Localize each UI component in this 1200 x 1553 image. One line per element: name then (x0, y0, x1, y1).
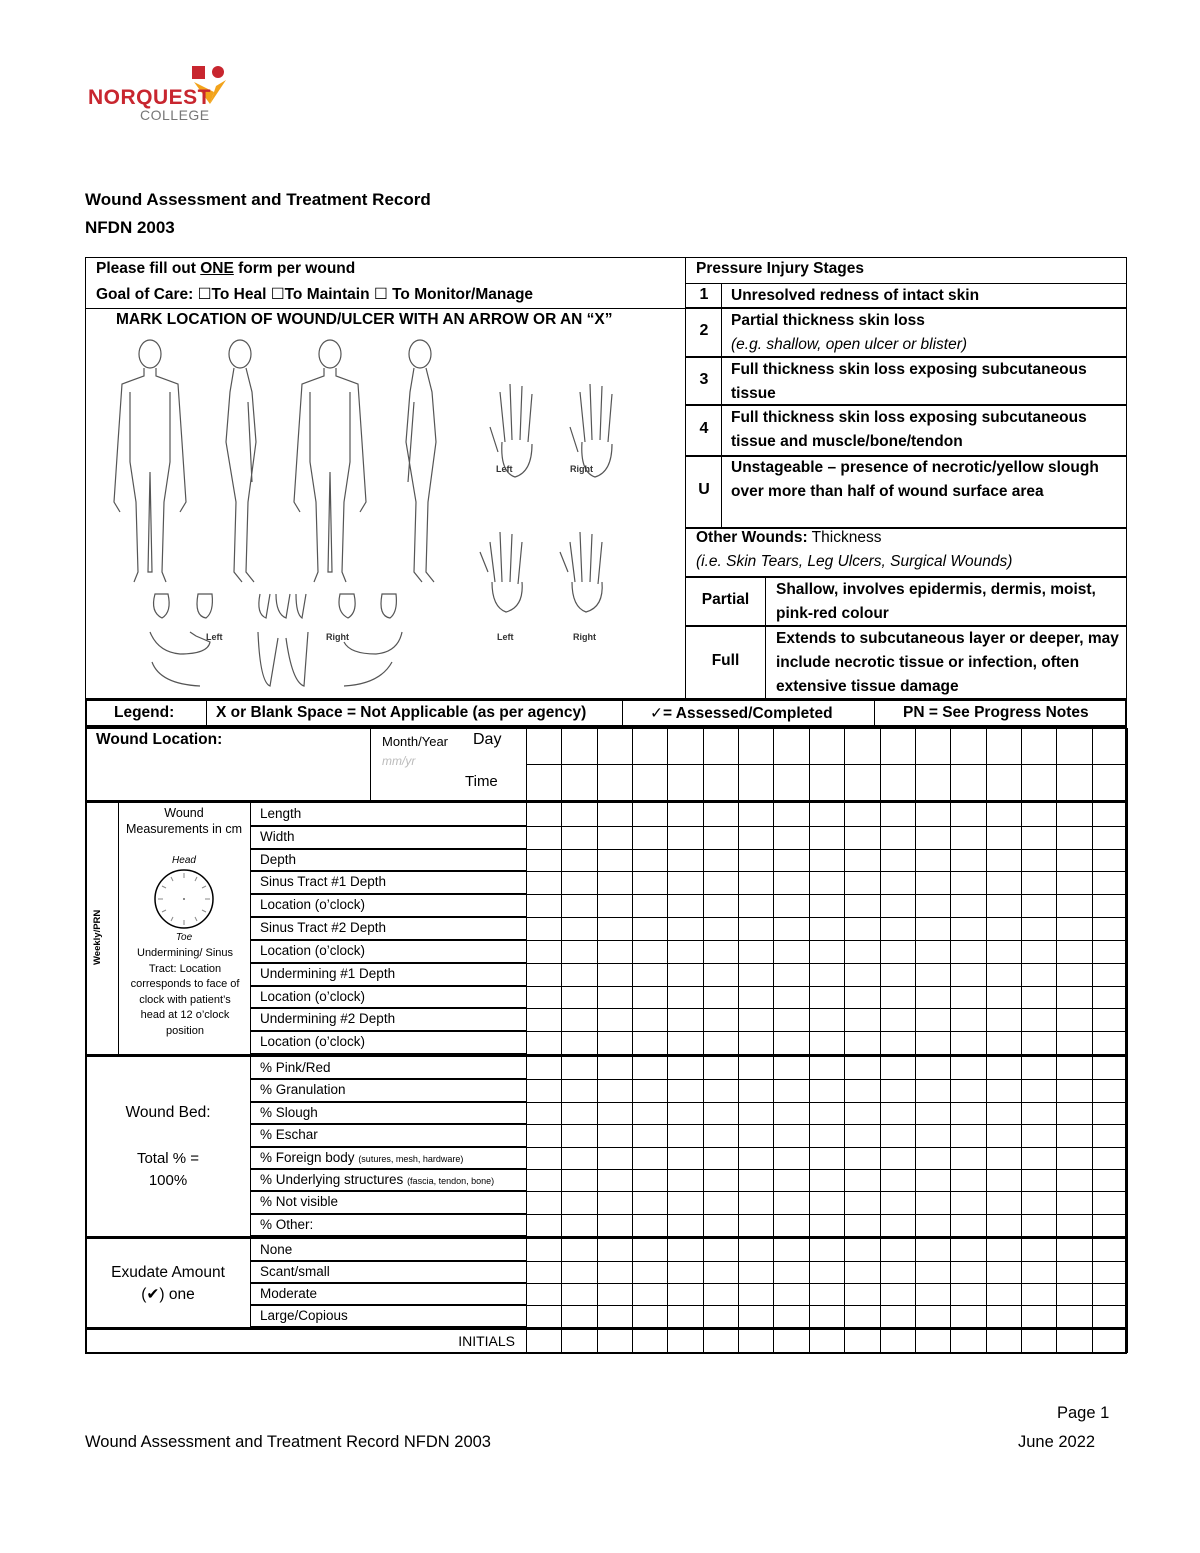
footer-title: Wound Assessment and Treatment Record NFDN 2003 (85, 1433, 491, 1451)
exudate-sub: (✔) one (141, 1286, 195, 1303)
wound-bed-row-label: % Pink/Red (250, 1057, 526, 1079)
entry-column[interactable] (810, 729, 844, 1352)
stage-2-text: Partial thickness skin loss (731, 312, 925, 329)
other-wounds-title: Other Wounds: Thickness (696, 529, 882, 546)
time-label: Time (465, 773, 498, 790)
partial-text: Shallow, involves epidermis, dermis, moist, pink-red colour (776, 581, 1096, 622)
entry-column[interactable] (668, 729, 702, 1352)
wound-bed-total: Total % = 100% (136, 1150, 200, 1189)
measurement-row-label: Location (o’clock) (250, 986, 526, 1009)
wound-location-label: Wound Location: (96, 731, 223, 748)
clock-note: Undermining/ Sinus Tract: Location corresponds to face of clock with patient’s head at 12 o’clock position (130, 947, 240, 1037)
body-side-right-icon (226, 340, 256, 582)
page-number: Page 1 (1057, 1404, 1110, 1422)
entry-column[interactable] (1057, 729, 1091, 1352)
wound-bed-row-label: % Other: (250, 1214, 526, 1236)
legend-pn: PN = See Progress Notes (903, 704, 1089, 721)
measurement-row-label: Undermining #2 Depth (250, 1008, 526, 1031)
entry-column[interactable] (704, 729, 738, 1352)
measurement-row-label: Length (250, 803, 526, 826)
clock-head-label: Head (172, 855, 196, 866)
document-title: Wound Assessment and Treatment Record (85, 190, 431, 209)
hand-label-right-bottom: Left (497, 632, 514, 642)
footer-date: June 2022 (1018, 1433, 1096, 1451)
entry-column[interactable] (951, 729, 985, 1352)
wound-bed-row-label-note: (sutures, mesh, hardware) (358, 1153, 464, 1164)
clock-toe-label: Toe (175, 932, 193, 943)
full-text: Extends to subcutaneous layer or deeper, may include necrotic tissue or infection, often extensive tissue damage (776, 630, 1119, 695)
other-wounds-note: (i.e. Skin Tears, Leg Ulcers, Surgical Wounds) (696, 553, 1013, 570)
stage-1-num: 1 (699, 286, 709, 303)
stage-3-text: Full thickness skin loss exposing subcutaneous tissue (731, 361, 1087, 402)
full-label: Full (711, 652, 740, 669)
foot-label-left: Left (206, 632, 223, 642)
wound-bed-row-label: % Eschar (250, 1124, 526, 1146)
body-back-icon (294, 340, 366, 582)
clock-face-icon (152, 867, 216, 931)
mark-instruction: MARK LOCATION OF WOUND/ULCER WITH AN ARROW OR AN “X” (116, 311, 613, 328)
hand-label-left-top: Left (496, 464, 513, 474)
goal-monitor-checkbox[interactable]: ☐ (373, 286, 388, 303)
wound-bed-row-label: % Slough (250, 1102, 526, 1124)
measurements-title: Wound Measurements in cm (125, 806, 242, 836)
entry-column[interactable] (774, 729, 808, 1352)
body-front-icon (114, 340, 186, 582)
entry-column[interactable] (739, 729, 773, 1352)
legend-label: Legend: (114, 704, 175, 721)
feet-icon (150, 594, 402, 686)
month-year-placeholder: mm/yr (382, 754, 416, 768)
instruction: Please fill out ONE form per wound (96, 260, 356, 277)
hand-label-left-bottom: Right (573, 632, 596, 642)
stage-2-note: (e.g. shallow, open ulcer or blister) (731, 336, 968, 353)
pressure-injury-title: Pressure Injury Stages (696, 260, 864, 277)
measurement-row-label: Location (o’clock) (250, 940, 526, 963)
stage-u-num: U (698, 481, 710, 498)
measurement-row-label: Depth (250, 849, 526, 872)
exudate-row-label: None (250, 1239, 526, 1261)
entry-column[interactable] (987, 729, 1021, 1352)
stage-u-text: Unstageable – presence of necrotic/yellow slough over more than half of wound surface area (731, 459, 1099, 500)
measurement-row-label: Sinus Tract #1 Depth (250, 871, 526, 894)
entry-column[interactable] (881, 729, 915, 1352)
logo-sub: COLLEGE (140, 107, 210, 123)
hand-label-right-top: Right (570, 464, 593, 474)
measurement-row-label: Width (250, 826, 526, 849)
hands-palm-icon (480, 532, 602, 612)
entry-column[interactable] (1022, 729, 1056, 1352)
exudate-row-label: Scant/small (250, 1261, 526, 1283)
stage-1-text: Unresolved redness of intact skin (731, 287, 980, 304)
entry-column[interactable] (916, 729, 950, 1352)
measurement-row-label: Sinus Tract #2 Depth (250, 917, 526, 940)
wound-bed-title: Wound Bed: (125, 1104, 211, 1121)
stage-2-num: 2 (699, 322, 709, 339)
wound-bed-row-label-note: (fascia, tendon, bone) (407, 1175, 495, 1186)
stage-3-num: 3 (699, 371, 709, 388)
day-label: Day (473, 731, 502, 748)
wound-bed-row-label: % Not visible (250, 1191, 526, 1213)
logo-name: NORQUEST (88, 86, 212, 109)
measurement-row-label: Location (o’clock) (250, 1031, 526, 1054)
body-side-left-icon (406, 340, 436, 582)
weekly-prn-label: Weekly/PRN (92, 909, 103, 965)
document-code: NFDN 2003 (85, 218, 175, 237)
stage-4-num: 4 (699, 420, 709, 437)
stage-4-text: Full thickness skin loss exposing subcutaneous tissue and muscle/bone/tendon (731, 409, 1087, 450)
wound-bed-row-label: % Foreign body (sutures, mesh, hardware) (250, 1147, 526, 1169)
exudate-row-label: Moderate (250, 1283, 526, 1305)
foot-label-right: Right (326, 632, 349, 642)
entry-column[interactable] (633, 729, 667, 1352)
measurement-row-label: Undermining #1 Depth (250, 963, 526, 986)
measurement-row-label: Location (o’clock) (250, 894, 526, 917)
entry-column[interactable] (527, 729, 561, 1352)
wound-bed-row-label: % Granulation (250, 1079, 526, 1101)
legend-assessed: ✓= Assessed/Completed (650, 705, 833, 722)
goal-maintain-checkbox[interactable]: ☐ (270, 286, 285, 303)
partial-label: Partial (701, 591, 750, 608)
legend-na: X or Blank Space = Not Applicable (as per agency) (216, 704, 587, 721)
entry-column[interactable] (845, 729, 879, 1352)
wound-bed-row-label: % Underlying structures (fascia, tendon, bone) (250, 1169, 526, 1191)
body-diagram[interactable] (100, 332, 640, 692)
entry-column[interactable] (598, 729, 632, 1352)
month-year-label: Month/Year (382, 734, 449, 749)
entry-column[interactable] (1093, 729, 1127, 1352)
exudate-title: Exudate Amount (111, 1264, 225, 1281)
initials-label: INITIALS (458, 1333, 515, 1349)
goal-heal-checkbox[interactable]: ☐ (197, 286, 212, 303)
entry-column[interactable] (562, 729, 596, 1352)
goal-of-care: Goal of Care: ☐To Heal ☐To Maintain ☐ To Monitor/Manage (96, 286, 534, 303)
exudate-row-label: Large/Copious (250, 1305, 526, 1327)
